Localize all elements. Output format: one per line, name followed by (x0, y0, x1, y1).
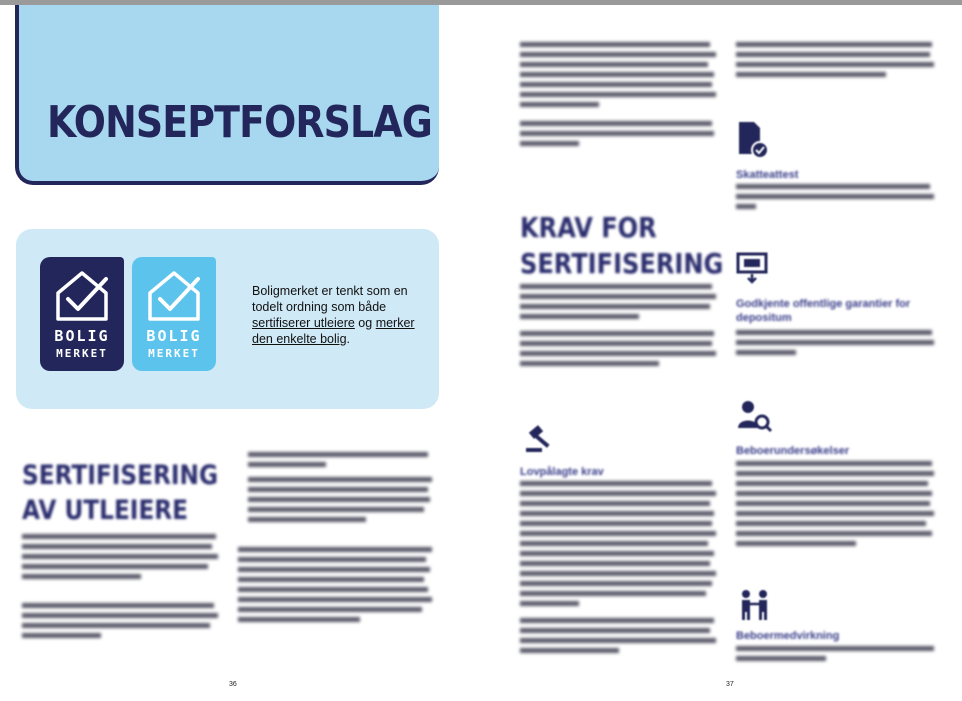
section-heading-krav (520, 210, 723, 282)
logo-line-2: MERKET (56, 347, 108, 360)
bullet-list (238, 452, 434, 527)
item-title-garantier: Godkjente offentlige garantier for depositum (736, 298, 911, 324)
link-sertifiserer-utleiere[interactable]: sertifiserer utleiere (252, 316, 355, 330)
house-check-icon (142, 265, 206, 325)
info-text (252, 283, 422, 347)
body-text-block (22, 603, 220, 643)
page-number-left: 36 (229, 681, 237, 688)
logo-line-2: MERKET (148, 347, 200, 360)
body-text-block (520, 481, 718, 658)
link-merker-bolig[interactable]: merker den enkelte bolig (252, 316, 415, 346)
logo-line-1: BOLIG (54, 327, 110, 345)
title-banner (15, 5, 439, 185)
person-search-icon (736, 398, 774, 434)
house-check-icon (50, 265, 114, 325)
item-title-beboermedvirkning: Beboermedvirkning (736, 630, 840, 642)
document-check-icon (736, 120, 772, 160)
gavel-icon (524, 424, 558, 454)
people-icon (738, 588, 772, 622)
heading-line: AV UTLEIERE (22, 495, 189, 526)
info-text-part: Boligmerket er tenkt som en todelt ordning som både (252, 284, 408, 314)
body-text-block (736, 330, 936, 360)
info-text-part: og (354, 316, 376, 330)
monitor-download-icon (736, 250, 772, 286)
heading-line: SERTIFISERING (520, 247, 724, 280)
logo-line-1: BOLIG (146, 327, 202, 345)
item-title-lovpalagte: Lovpålagte krav (520, 466, 604, 478)
item-title-beboerundersokelser: Beboerundersøkelser (736, 445, 850, 457)
body-text-block (736, 184, 936, 214)
boligmerket-logo-light (132, 257, 216, 371)
info-text-part: . (346, 332, 351, 346)
item-title-skatteattest: Skatteattest (736, 169, 799, 181)
section-heading-sertifisering (22, 458, 218, 528)
page-title: KONSEPTFORSLAG (47, 97, 432, 148)
body-text-block (22, 534, 220, 594)
page-number-right: 37 (726, 681, 734, 688)
body-text-block (736, 42, 936, 82)
heading-line: SERTIFISERING (22, 460, 218, 491)
body-text-block (520, 284, 718, 371)
body-text-block (520, 42, 718, 151)
body-text-block (736, 646, 936, 666)
heading-line: KRAV FOR (520, 211, 657, 244)
info-box (16, 229, 439, 409)
body-text-block (736, 461, 936, 551)
boligmerket-logo-dark (40, 257, 124, 371)
body-text-block (238, 547, 434, 627)
